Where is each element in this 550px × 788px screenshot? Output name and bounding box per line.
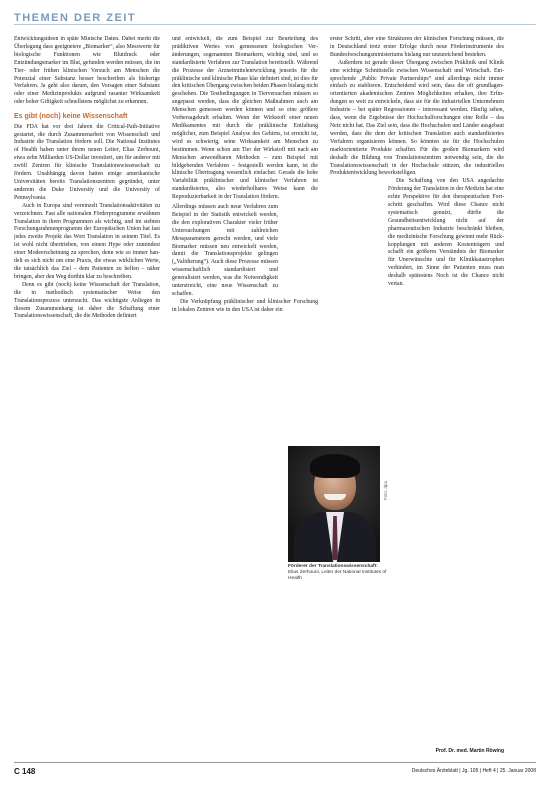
article-column-2 bbox=[172, 36, 318, 758]
article-column-1 bbox=[14, 36, 160, 758]
caption-text: Elias Zerhouni, Leiter der National Institutes of Health bbox=[288, 570, 387, 581]
paragraph: Entwicklungsideen in späte Minische Daten. Dabei merkt die Überlegung dass geeignetere „Biomarker“, also Messwerte für biologische Funktionen wie Blutdruck oder Entzündungsmarker im Blut, gefunden werden müssen, die im Tier- oder frühen klinischen Versuch am Menschen die Potenzial einer Substanz besser beschreiben als bisherige Verfahren. Ja geht also darum, den Vorsagen einer Substanz oder einer Medizinprodukts aufgrund rasanter Wirksamkeit oder hoher Giftigkeit schnellstens möglichst zu erkennen. bbox=[14, 36, 160, 106]
portrait-photo bbox=[288, 446, 380, 562]
header-divider bbox=[14, 24, 536, 25]
paragraph: und entwickelt, die zum Beispiel zur Beurteilung des prädiktiven Wertes von gemessenen biologischen Veränderungen, sogenannten Biomarkern, wichtig sind, und so standardisierte Verfahren zur Translation bereitstellt. Während die Prozesse der Arzneimittelentwicklung jenseits für die präklinische und klinische Phase klar definiert sind, ist dies für den kritischen Übergang zwischen beiden Phasen bislang nicht geschehen. Die Testbedingungen in Tierversuchen müssen so angepasst werden, dass die gleichen Maßnahmen auch am Menschen gemessen werden können und so eine größere Vorhersagekraft erhalten. Wenn der Wirkstoff einer neuen Medikamentes mit durch die präklinische Entfaltung möglicher, zum Beispiel Analyse des Gehirns, ist erreicht ist, wird es schwierig, seine Wirksamkeit am Menschen zu bestimmen. Wenn schon am Tier der Wirkstoff mit nach am Menschen anwendbaren Methoden – zum Beispiel mit bildgebenden Verfahren – festgestellt werden kann, ist die klinische Übertragung wesentlich einfacher. Gerade die hohe Variabilität präklinischer und klinischer Verfahren ist standardisiertes, also wiederholbares Weise kann die Reproduzierbarkeit in der Translation fördern. bbox=[172, 36, 318, 201]
paragraph: Die Schaffung von den USA angedachte Förderung der Translation in der Medizin hat eine echte Perspektive für den therapeutischen Fortschritt geschaffen. Wird diese Chance nicht systematisch genutzt, dürfte die Gesundheitsentwicklung nicht auf der pharmazeutischen Industrie beschränkt bleiben, die medizinische Forschung gewinnt mehr Rückkopplungen mit anderen Kostenträgern und schafft ein größeres Verständnis der Biomarker für Unerwünschte und für Klinikkatastrophen verhindert, im Sinne der Patienten muss man deshalb spätestens Noch ist die Chance nicht vertan. bbox=[388, 178, 504, 288]
page-footer bbox=[14, 762, 536, 779]
paragraph: Auch in Europa sind vereinzelt Translationsaktivitäten zu verzeichnen. Fast alle nationalen Förderprogramme erwähnen Translation in ihren Programmen als wichtig, und im siebten Forschungsrahmenprogramm der Europäischen Union hat fast jedes zweite Projekt das Wort Translation in seinem Titel. Es ist wohl nicht übertrieben, von einem Hype oder zumindest einer Modeerscheinung zu sprechen, denn wie so immer handelt es sich nicht um eine Praxis, die etwas wirklichen Werte, die tatsächlich das Ziel – dem Patienten zu helfen – näher bringen, aber den Weg dorthin klar zu beschreiben. bbox=[14, 202, 160, 280]
page-number: C 148 bbox=[14, 767, 36, 776]
section-title: THEMEN DER ZEIT bbox=[14, 12, 137, 24]
paragraph: Außerdem ist gerade dieser Übergang zwischen Präklinik und Klinik eine wichtige Schnittstelle zwischen Wissenschaft und Wirtschaft. Entsprechende „Public Private Partnerships“ sind allerdings nicht immer einfach zu etablieren. Entscheidend wird sein, dass die oft grundlagenorientierten akademischen Zentren Möglichkeiten erhalten, ihre Erfindungen so weit zu entwickeln, dass sie für die industriellen Unternehmen Industrie – bei später Regressionen – interessant werden. Häufig sehen, dass, wenn die Ergebnisse der Hochschulforschungen eine Rolle – das Netz nicht hat. Das Ziel sein, dass die Hochschulen und Länder ausgebaut werden, dass die dem der kritischen Translation auch standardisiertes Verfahren organisieren können. So könnten sie für die Hochschulen marktorientierte Produkte schaffen. Für die großen Biomarkern wird deshalb die Bildung von Translationszentren notwendig sein, die die Translationswissenschaft in der Hochschule stützen, die industriellen Produktentwicklung bewerkstelligen. bbox=[330, 59, 504, 177]
photo-smile bbox=[324, 494, 346, 500]
author-byline: Prof. Dr. med. Martin Röwing bbox=[435, 748, 504, 754]
paragraph: erster Schritt, aber eine Strukturen der klinischen Forschung müssen, die in Deutschland trotz erster Erfolge durch neue Förderinstrumente des Bundesforschungsministeriums bislang nur unzureichend bestehen. bbox=[330, 36, 504, 58]
paragraph: Die Verknüpfung präklinischer und klinischer Forschung in lokalen Zentren wie in den USA ist daher ein bbox=[172, 298, 318, 313]
paragraph: Die FDA hat vor drei Jahren die Critical-Path-Initiative gestartet, die durch Zusammenarbeit von Wissenschaft und Industrie die Translation fördern soll. Die National Institutes of Health haben unter ihrem neuen Leiter, Elias Zerhouni, etwa zehn Milliarden US-Dollar investiert, um für anderer mit zwölf Zentren für klinische Translationswissenschaft zu fördern. Unabhängig davon hatten einige amerikanische Universitäten bereits Translationszentren gegründet, unter anderem die Duke University und die University of Pennsylvania. bbox=[14, 123, 160, 201]
journal-citation: Deutsches Ärzteblatt | Jg. 105 | Heft 4 | 25. Januar 2008 bbox=[411, 768, 536, 774]
section-subheading: Es gibt (noch) keine Wissenschaft bbox=[14, 113, 128, 121]
paragraph: Denn es gibt (noch) keine Wissenschaft der Translation, die in methodisch systematischer Weise den Translationsprozess untersucht. Das wichtigste Anliegen in diesem Zusammenhang ist daher die Schaffung einer Translationswissenschaft, die die Methoden definiert bbox=[14, 281, 160, 320]
caption-bold: Förderer der Translationswissenschaft: bbox=[288, 564, 378, 569]
section-header bbox=[14, 8, 536, 28]
article-column-3 bbox=[330, 36, 504, 758]
photo-credit: Foto: dpa bbox=[383, 480, 388, 500]
photo-hair bbox=[310, 454, 360, 478]
photo-caption bbox=[288, 564, 388, 582]
paragraph: Allerdings müssen auch neue Verfahren zum Beispiel in der Statistik entwickelt werden, die den explorativen Charakter vieler früher Untersuchungen mit zahlreichen Messparametern gerecht werden, und viele Biomarker müssen neu entwickelt werden, damit die Translationsprojekte gelingen („Validierung“). Auch diese Prozesse müssen wissenschaftlich standardisiert und generalisiert werden, was die Notwendigkeit unterstreicht, eine neue Wissenschaft zu schaffen. bbox=[172, 204, 278, 297]
